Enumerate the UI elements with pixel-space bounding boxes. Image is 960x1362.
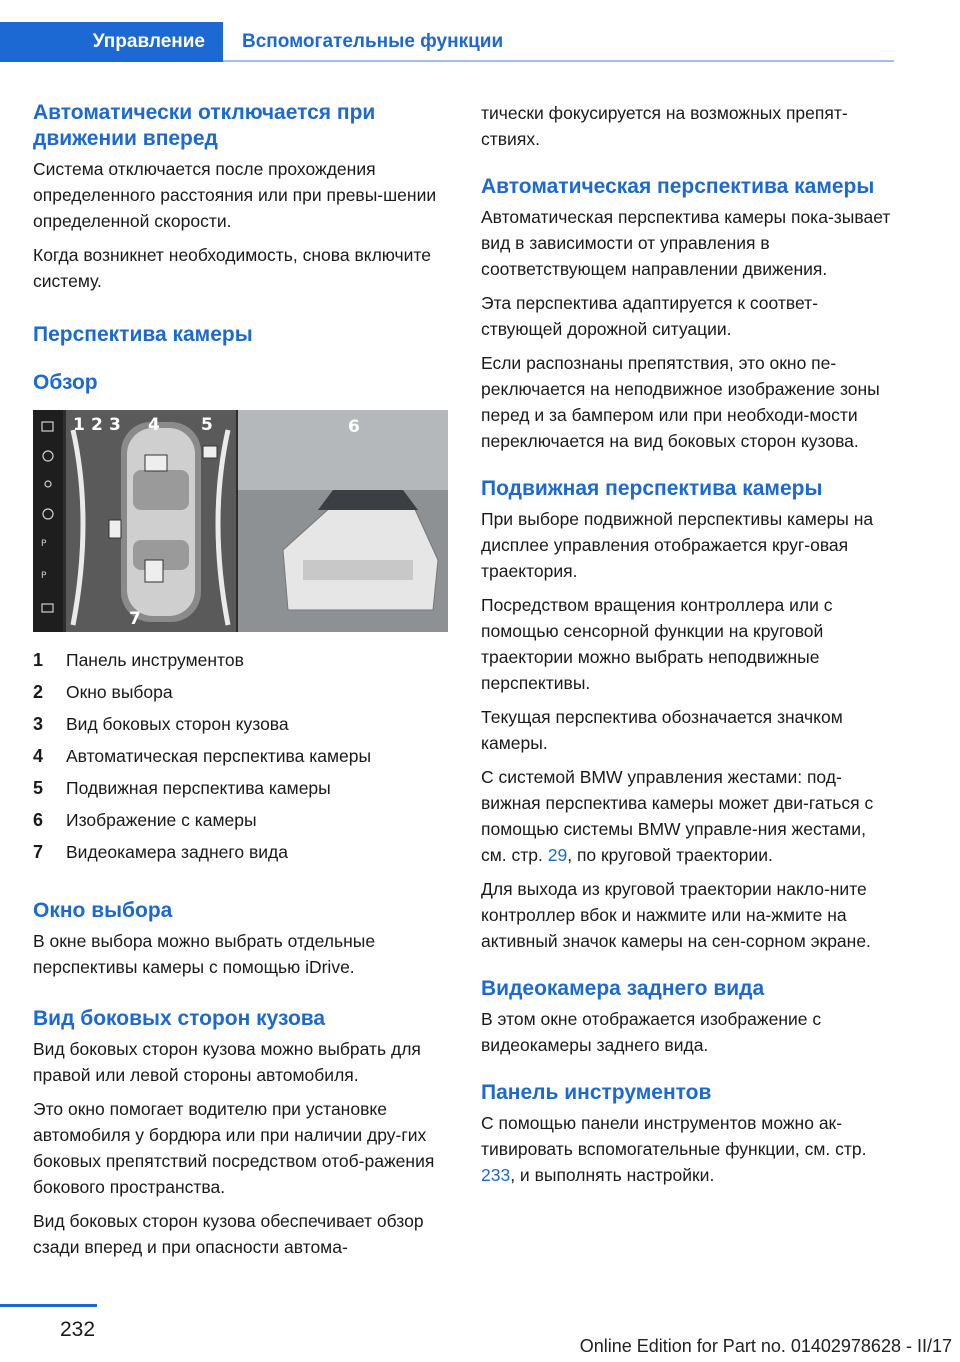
edition-note: Online Edition for Part no. 01402978628 - II/17 [579,1336,952,1356]
page-link-29[interactable]: 29 [547,845,568,865]
figure-label-1: 1 [73,415,85,435]
para-moving-4: С системой BMW управления жестами: под-вижная перспектива камеры может дви-гаться с помощью системы BMW управле-ния жестами, см. стр. 29, по круговой траектории. [481,767,874,865]
figure-label-3: 3 [109,415,121,435]
para-moving-2: Посредством вращения контроллера или с помощью сенсорной функции на круговой траектории можно выбрать неподвижные перспективы. [481,595,833,693]
legend-item: 2 Окно выбора [33,681,173,702]
svg-text:P: P [41,571,47,581]
header-underline [223,60,894,62]
right-column [481,100,896,1188]
para-side-view-2: Это окно помогает водителю при установке автомобиля у бордюра или при наличии дру-гих боковых препятствий посредством отоб-ражения бокового пространства. [33,1099,435,1197]
para-select-window: В окне выбора можно выбрать отдельные перспективы камеры с помощью iDrive. [33,931,376,977]
figure-label-5: 5 [201,415,213,435]
heading-overview: Обзор [33,371,98,394]
heading-auto-perspective: Автоматическая перспектива камеры [481,175,875,198]
page-link-233[interactable]: 233 [481,1165,511,1185]
tab-control-label: Управление [92,31,205,52]
legend-item: 6 Изображение с камеры [33,809,257,830]
para-toolbar: С помощью панели инструментов можно ак-тивировать вспомогательные функции, см. стр. 233, и выполнять настройки. [481,1113,867,1185]
legend-list [33,644,448,868]
heading-toolbar: Панель инструментов [481,1081,712,1104]
heading-auto-off: Автоматически отключается при движении вперед [33,101,376,150]
para-moving-5: Для выхода из круговой траектории накло-ните контроллер вбок и нажмите или на-жмите на активный значок камеры на сен-сорном экране. [481,879,871,951]
legend-item: 7 Видеокамера заднего вида [33,841,288,862]
toolbar-strip [33,410,63,632]
para-auto-perspective-2: Эта перспектива адаптируется к соответ-ствующей дорожной ситуации. [481,293,818,339]
para-auto-off: Система отключается после прохождения определенного расстояния или при превы-шении определенной скорости. [33,159,437,231]
figure-label-2: 2 [91,415,103,435]
heading-side-view: Вид боковых сторон кузова [33,1007,326,1030]
heading-rear-camera: Видеокамера заднего вида [481,977,765,1000]
para-auto-perspective-3: Если распознаны препятствия, это окно пе-реключается на неподвижное изображение зоны перед и за бампером или при необходи-мости переключается на вид боковых сторон кузова. [481,353,880,451]
figure-label-7: 7 [129,609,141,629]
para-auto-perspective-1: Автоматическая перспектива камеры пока-зывает вид в зависимости от управления в соответствующем направлении движения. [481,207,891,279]
camera-overview-figure [33,410,448,632]
page-number: 232 [60,1318,96,1341]
legend-item: 4 Автоматическая перспектива камеры [33,745,372,766]
heading-select-window: Окно выбора [33,899,173,922]
para-rear-camera: В этом окне отображается изображение с видеокамеры заднего вида. [481,1009,822,1055]
para-side-view-1: Вид боковых сторон кузова можно выбрать для правой или левой стороны автомобиля. [33,1039,421,1085]
para-moving-3: Текущая перспектива обозначается значком камеры. [481,707,843,753]
heading-camera-perspective: Перспектива камеры [33,323,253,346]
para-continued: тически фокусируется на возможных препят-ствиях. [481,103,848,149]
heading-moving-perspective: Подвижная перспектива камеры [481,477,823,500]
legend-item: 5 Подвижная перспектива камеры [33,777,331,798]
para-side-view-3: Вид боковых сторон кузова обеспечивает обзор сзади вперед и при опасности автома- [33,1211,424,1257]
footer-accent-line [0,1304,97,1307]
legend-item: 1 Панель инструментов [33,649,244,670]
para-switch-on-again: Когда возникнет необходимость, снова включите систему. [33,245,431,291]
tab-control[interactable] [0,22,223,62]
para-moving-1: При выборе подвижной перспективы камеры на дисплее управления отображается круг-овая траектория. [481,509,874,581]
header-tabbar [0,22,960,62]
svg-text:P: P [41,539,47,549]
left-column [33,100,448,1260]
legend-item: 3 Вид боковых сторон кузова [33,713,289,734]
tab-driver-assistance[interactable]: Вспомогательные функции [242,31,504,52]
figure-label-6: 6 [348,417,360,437]
figure-label-4: 4 [148,415,160,435]
camera-overview-illustration [33,410,448,632]
